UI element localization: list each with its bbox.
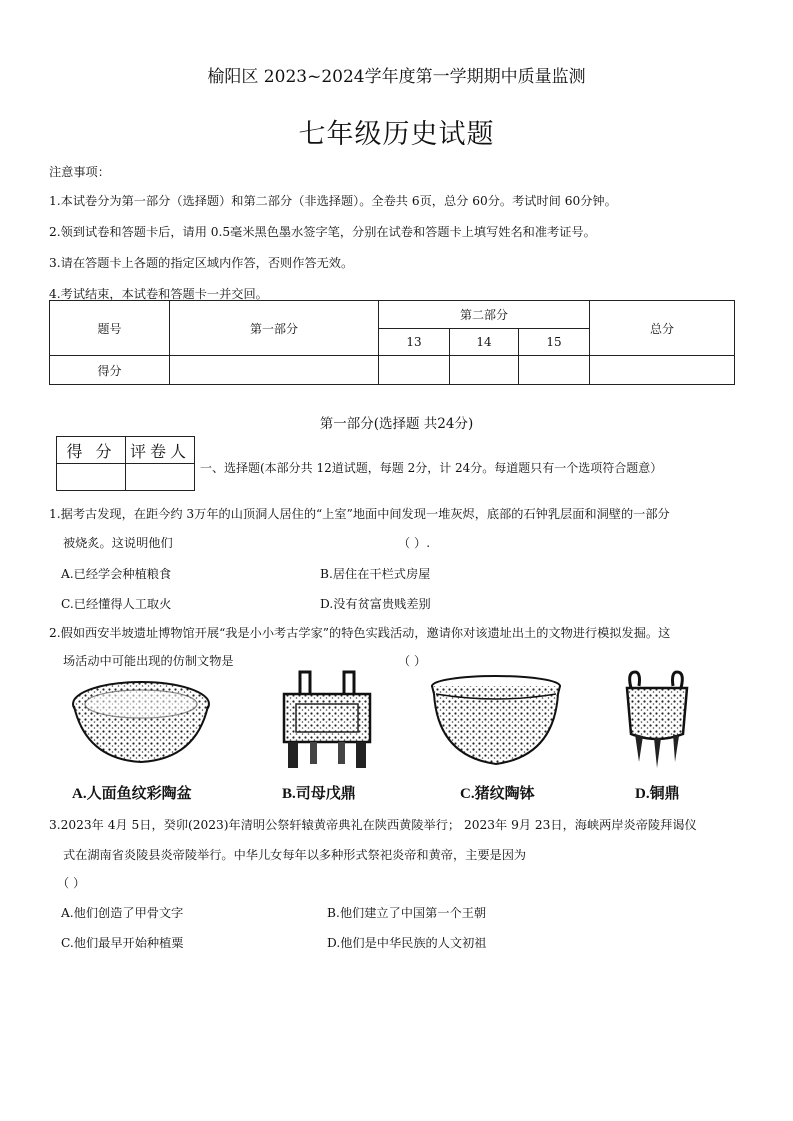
grader-box bbox=[56, 436, 195, 491]
q2-option-c: C.猪纹陶钵 bbox=[460, 786, 535, 802]
note-item-1: 1.本试卷分为第一部分（选择题）和第二部分（非选择题）。全卷共 6页，总分 60分。考试时间 60分钟。 bbox=[49, 194, 617, 208]
score-table-part1: 第一部分 bbox=[170, 301, 379, 356]
q1-option-b: B.居住在干栏式房屋 bbox=[320, 567, 431, 581]
q2-option-a: A.人面鱼纹彩陶盆 bbox=[72, 786, 192, 802]
note-item-4: 4.考试结束，本试卷和答题卡一并交回。 bbox=[49, 287, 268, 301]
grader-score-cell bbox=[57, 464, 126, 491]
q3-option-c: C.他们最早开始种植粟 bbox=[61, 936, 184, 950]
score-cell-q13 bbox=[379, 356, 450, 385]
grader-person-cell bbox=[126, 464, 195, 491]
q1-stem-line2: 被烧炙。这说明他们 bbox=[63, 536, 173, 550]
artifact-d-bronze-ding-image bbox=[583, 664, 733, 779]
exam-subtitle: 榆阳区 2023~2024学年度第一学期期中质量监测 bbox=[207, 67, 586, 87]
q3-stem-line2: 式在湖南省炎陵县炎帝陵举行。中华儿女每年以多种形式祭祀炎帝和黄帝，主要是因为 bbox=[63, 848, 527, 862]
score-table-part2: 第二部分 bbox=[379, 301, 590, 329]
q1-option-c: C.已经懂得人工取火 bbox=[61, 597, 172, 611]
q3-option-b: B.他们建立了中国第一个王朝 bbox=[327, 906, 487, 920]
score-cell-part1 bbox=[170, 356, 379, 385]
q3-answer-blank: （ ） bbox=[57, 876, 86, 890]
q2-answer-blank: （ ） bbox=[398, 654, 427, 668]
q1-option-d: D.没有贫富贵贱差别 bbox=[320, 597, 431, 611]
q3-option-d: D.他们是中华民族的人文初祖 bbox=[327, 936, 487, 950]
score-table-q15: 15 bbox=[519, 329, 590, 356]
grader-person-label: 评卷人 bbox=[126, 437, 195, 464]
q1-answer-blank: （ ）. bbox=[398, 536, 431, 550]
score-table-score-label: 得分 bbox=[50, 356, 170, 385]
artifact-c-bowl-image bbox=[424, 664, 574, 779]
q2-stem-line1: 2.假如西安半坡遗址博物馆开展“我是小小考古学家”的特色实践活动，邀请你对该遗址出土的文物进行模拟发掘。这 bbox=[49, 626, 671, 640]
notes-heading: 注意事项： bbox=[49, 165, 110, 179]
grader-score-label: 得 分 bbox=[57, 437, 126, 464]
section-instruction: 一、选择题(本部分共 12道试题，每题 2分，计 24分。每道题只有一个选项符合题意） bbox=[200, 461, 663, 475]
q1-stem-line1: 1.据考古发现，在距今约 3万年的山顶洞人居住的“上室”地面中间发现一堆灰烬，底部的石钟乳层面和洞壁的一部分 bbox=[49, 507, 670, 521]
note-item-3: 3.请在答题卡上各题的指定区域内作答，否则作答无效。 bbox=[49, 256, 354, 270]
q2-stem-line2: 场活动中可能出现的仿制文物是 bbox=[63, 654, 234, 668]
score-table-total: 总分 bbox=[590, 301, 735, 356]
exam-title: 七年级历史试题 bbox=[298, 119, 495, 150]
score-table-q13: 13 bbox=[379, 329, 450, 356]
score-table bbox=[49, 300, 735, 385]
q1-option-a: A.已经学会种植粮食 bbox=[61, 567, 172, 581]
q2-option-d: D.铜鼎 bbox=[635, 786, 680, 802]
q2-option-b: B.司母戊鼎 bbox=[282, 786, 356, 802]
score-cell-total bbox=[590, 356, 735, 385]
part1-heading: 第一部分(选择题 共24分) bbox=[319, 416, 474, 432]
q3-option-a: A.他们创造了甲骨文字 bbox=[61, 906, 184, 920]
q3-stem-line1: 3.2023年 4月 5日，癸卯(2023)年清明公祭轩辕黄帝典礼在陕西黄陵举行； 2023年 9月 23日，海峡两岸炎帝陵拜谒仪 bbox=[49, 818, 697, 832]
note-item-2: 2.领到试卷和答题卡后，请用 0.5毫米黑色墨水签字笔，分别在试卷和答题卡上填写姓名和准考证号。 bbox=[49, 225, 596, 239]
score-table-question-label: 题号 bbox=[50, 301, 170, 356]
artifact-a-basin-image bbox=[66, 664, 216, 779]
artifact-b-ding-image bbox=[262, 664, 412, 779]
score-cell-q14 bbox=[450, 356, 519, 385]
score-cell-q15 bbox=[519, 356, 590, 385]
score-table-q14: 14 bbox=[450, 329, 519, 356]
